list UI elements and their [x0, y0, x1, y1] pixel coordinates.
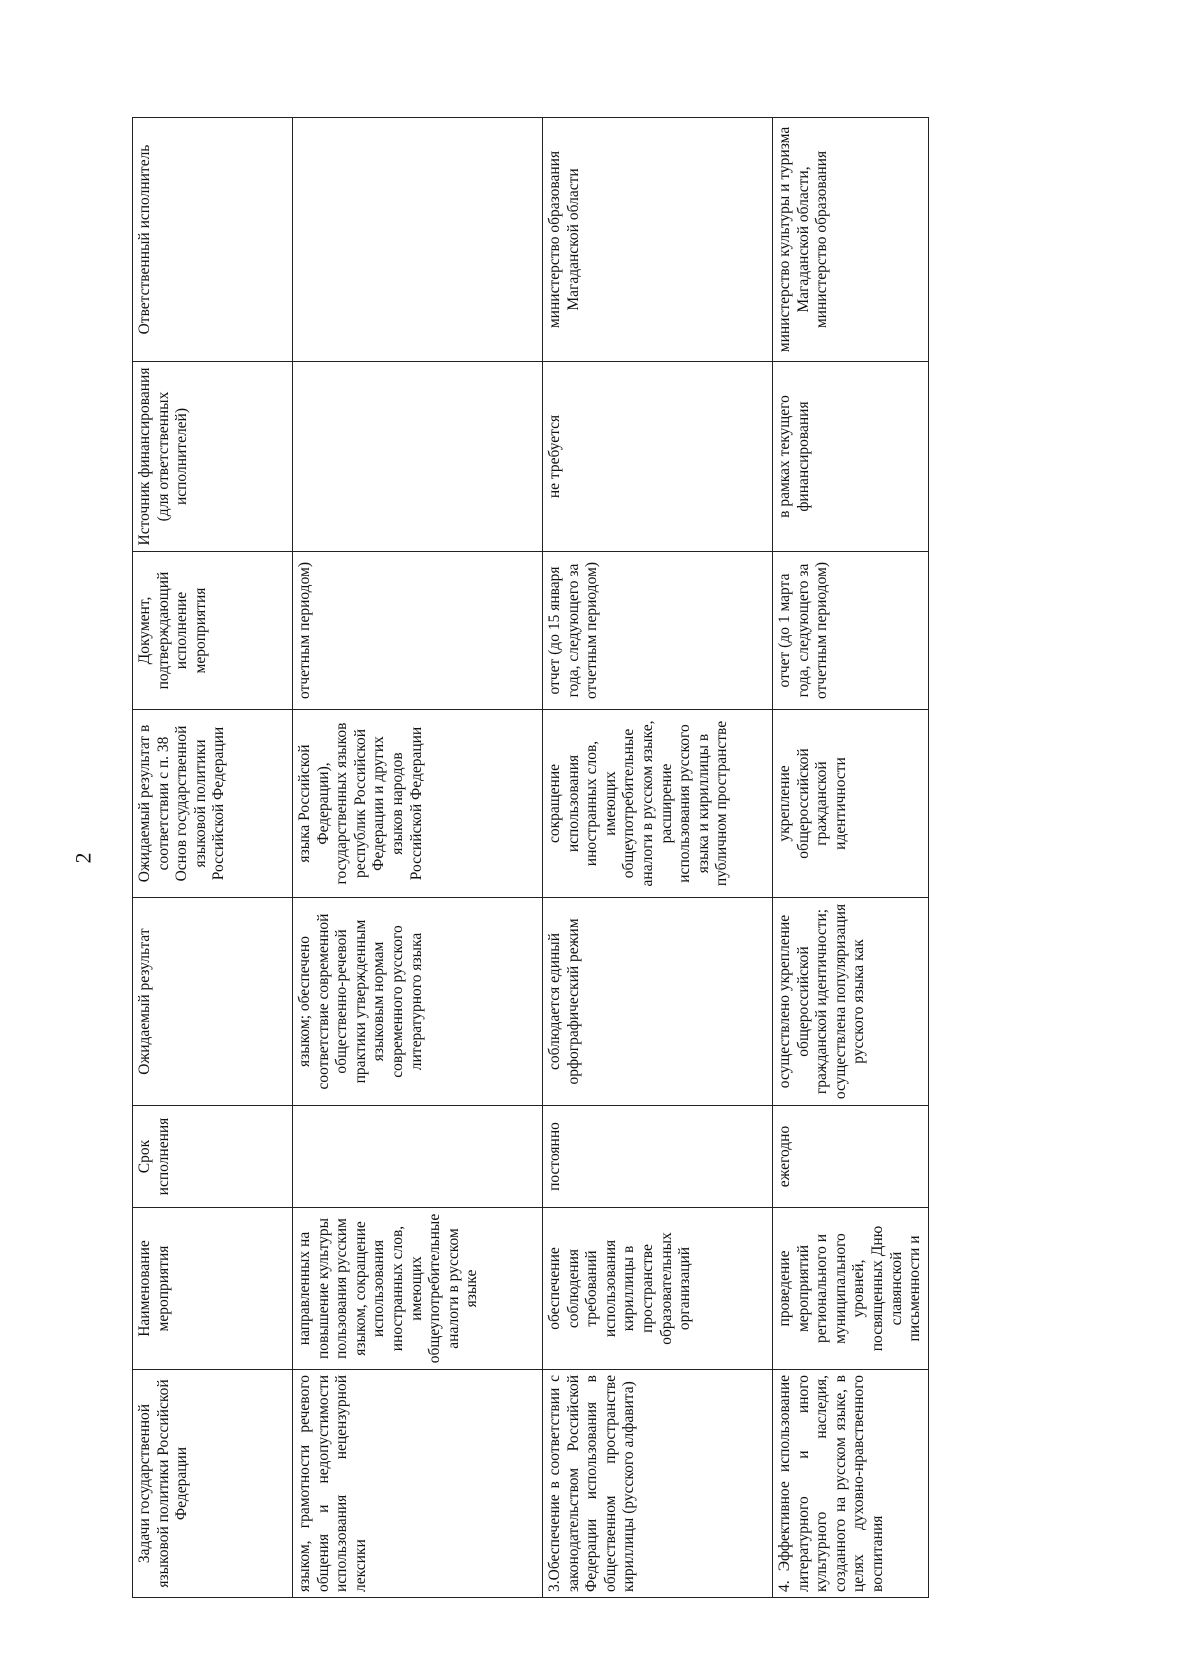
cell-result: языком; обеспечено соответствие современной общественно-речевой практики утвержденным языковым нормам современного русского литературного языка	[293, 898, 543, 1106]
cell-document: отчет (до 15 января года, следующего за отчетным периодом)	[543, 552, 773, 710]
cell-task: языком, грамотности речевого общения и недопустимости использования нецензурной лексики	[293, 1370, 543, 1598]
cell-event: проведение мероприятий регионального и муниципального уровней, посвященных Дню славянской письменности и	[773, 1208, 929, 1370]
table-header-row	[133, 118, 293, 1598]
cell-task: 4. Эффективное использование литературного и иного культурного наследия, созданного на русском языке, в целях духовно-нравственного воспитания	[773, 1370, 929, 1598]
cell-event: обеспечение соблюдения требований использования кириллицы в пространстве образовательных организаций	[543, 1208, 773, 1370]
cell-responsible: министерство образования Магаданской области	[543, 118, 773, 362]
header-responsible: Ответственный исполнитель	[133, 118, 293, 362]
cell-document: отчет (до 1 марта года, следующего за отчетным периодом)	[773, 552, 929, 710]
cell-result-p38: языка Российской Федерации), государственных языков республик Российской Федерации и других языков народов Российской Федерации	[293, 710, 543, 898]
rotated-page-content	[132, 118, 924, 1598]
cell-responsible	[293, 118, 543, 362]
cell-responsible: министерство культуры и туризма Магаданской области, министерство образования	[773, 118, 929, 362]
header-event-name: Наименование мероприятия	[133, 1208, 293, 1370]
cell-task: 3.Обеспечение в соответствии с законодательством Российской Федерации использования в общественном пространстве кириллицы (русского алфавита)	[543, 1370, 773, 1598]
action-plan-table	[132, 117, 929, 1598]
cell-document: отчетным периодом)	[293, 552, 543, 710]
table-row	[543, 118, 773, 1598]
table-row	[293, 118, 543, 1598]
cell-funding	[293, 362, 543, 552]
page-number: 2	[70, 852, 96, 864]
cell-funding: не требуется	[543, 362, 773, 552]
cell-deadline: постоянно	[543, 1106, 773, 1208]
cell-funding: в рамках текущего финансирования	[773, 362, 929, 552]
header-funding-source: Источник финансирования (для ответственных исполнителей)	[133, 362, 293, 552]
table-row	[773, 118, 929, 1598]
cell-result-p38: сокращение использования иностранных слов, имеющих общеупотребительные аналоги в русском языке, расширение использования русского языка и кириллицы в публичном пространстве	[543, 710, 773, 898]
header-tasks: Задачи государственной языковой политики Российской Федерации	[133, 1370, 293, 1598]
header-expected-result: Ожидаемый результат	[133, 898, 293, 1106]
header-confirming-document: Документ, подтверждающий исполнение мероприятия	[133, 552, 293, 710]
header-deadline: Срок исполнения	[133, 1106, 293, 1208]
cell-result-p38: укрепление общероссийской гражданской идентичности	[773, 710, 929, 898]
cell-result: соблюдается единый орфографический режим	[543, 898, 773, 1106]
cell-deadline: ежегодно	[773, 1106, 929, 1208]
cell-event: направленных на повышение культуры пользования русским языком, сокращение использования иностранных слов, имеющих общеупотребительные аналоги в русском языке	[293, 1208, 543, 1370]
header-expected-result-p38: Ожидаемый результат в соответствии с п. 38 Основ государственной языковой политики Российской Федерации	[133, 710, 293, 898]
cell-result: осуществлено укрепление общероссийской гражданской идентичности; осуществлена популяризация русского языка как	[773, 898, 929, 1106]
cell-deadline	[293, 1106, 543, 1208]
